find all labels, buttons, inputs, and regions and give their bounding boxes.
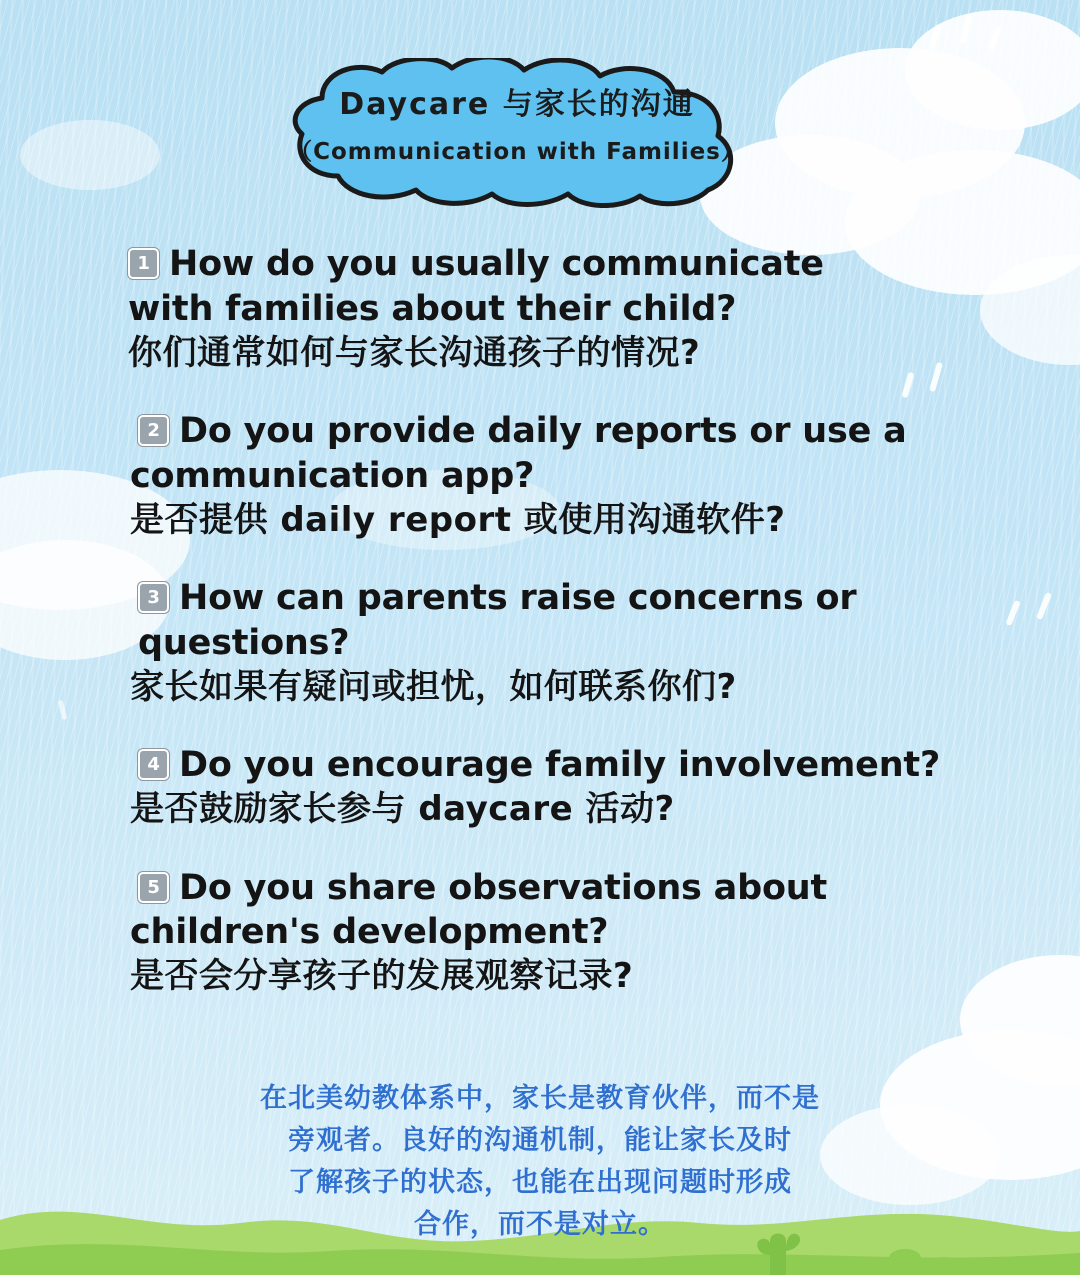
cloud-shape <box>905 10 1080 130</box>
question-cn-line: 是否提供 daily report 或使用沟通软件? <box>130 499 786 540</box>
question-cn-line: 是否会分享孩子的发展观察记录? <box>130 956 634 997</box>
question-list <box>0 242 1080 1033</box>
footnote-block <box>150 1078 930 1245</box>
question-en-text: Do you share observations about <box>179 867 828 908</box>
question-en-text: Do you encourage family involvement? <box>179 745 941 786</box>
cloud-shape <box>20 120 160 190</box>
footnote-line: 在北美幼教体系中，家长是教育伙伴，而不是 <box>260 1083 820 1114</box>
number-badge-icon: 5 <box>138 872 169 903</box>
footnote-line: 旁观者。良好的沟通机制，能让家长及时 <box>288 1124 792 1156</box>
question-en-line: with families about their child? <box>128 288 737 329</box>
number-badge-icon: 3 <box>138 582 169 613</box>
title-chinese: Daycare 与家长的沟通 <box>339 87 695 122</box>
number-badge-icon: 4 <box>138 749 169 780</box>
title-text-block <box>252 82 782 166</box>
question-en-text: Do you provide daily reports or use a <box>179 411 907 452</box>
question-en-line <box>138 409 988 454</box>
question-item <box>0 743 1080 831</box>
question-en-line <box>138 576 988 666</box>
title-bubble <box>252 58 782 208</box>
question-en-line: children's development? <box>130 912 609 953</box>
question-cn-line: 家长如果有疑问或担忧，如何联系你们? <box>130 666 737 707</box>
question-cn-line: 你们通常如何与家长沟通孩子的情况? <box>128 332 701 373</box>
question-item <box>0 409 1080 542</box>
question-item <box>0 576 1080 709</box>
question-en-line: communication app? <box>130 455 535 496</box>
title-english: （Communication with Families） <box>289 139 745 165</box>
footnote-line: 了解孩子的状态，也能在出现问题时形成 <box>288 1166 792 1198</box>
number-badge-icon: 1 <box>128 248 159 279</box>
footnote-line: 合作，而不是对立。 <box>414 1208 666 1240</box>
question-en-line <box>128 242 988 287</box>
question-cn-line: 是否鼓励家长参与 daycare 活动? <box>130 789 675 830</box>
number-badge-icon: 2 <box>138 415 169 446</box>
question-item <box>0 866 1080 999</box>
question-en-text: How do you usually communicate <box>169 244 824 284</box>
question-en-line <box>138 866 988 911</box>
question-en-text: How can parents raise concerns or questions? <box>138 578 857 664</box>
question-en-line <box>138 743 988 788</box>
question-item <box>0 242 1080 375</box>
